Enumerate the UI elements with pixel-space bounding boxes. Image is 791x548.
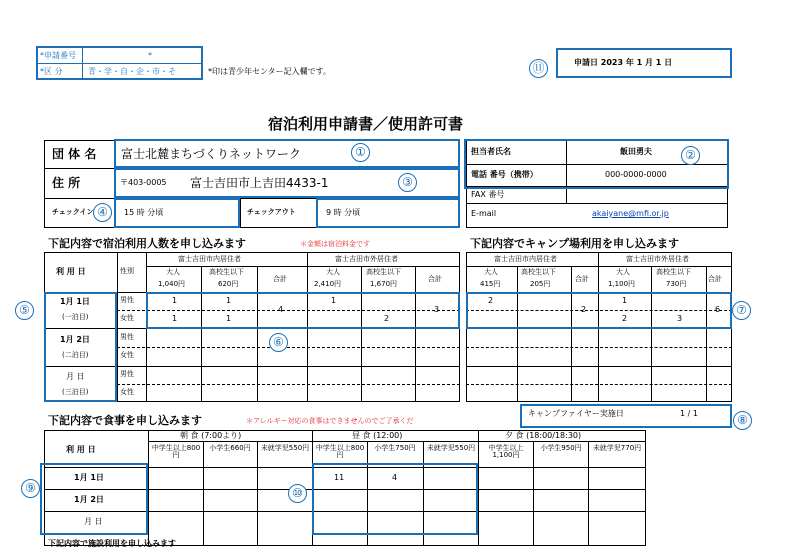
camp-r1-out-total[interactable]: 6 (715, 305, 721, 314)
d-col3: 未就学児770円 (592, 444, 642, 452)
application-date: 申請日 2023 年 1 月 1 日 (574, 58, 673, 67)
marker-4: ④ (93, 203, 112, 222)
marker-8: ⑧ (733, 411, 752, 430)
d-col1: 中学生以上1,100円 (488, 444, 524, 459)
stay-col-date: 利 用 日 (56, 267, 86, 276)
marker-7: ⑦ (732, 301, 751, 320)
stay-r1-m-in-adult[interactable]: 1 (172, 296, 178, 305)
stay-r1-f-in-hs[interactable]: 1 (226, 314, 232, 323)
marker-5: ⑤ (15, 301, 34, 320)
stay-hs-in: 高校生以下 (209, 268, 244, 276)
app-no-label: *申請番号 (40, 51, 76, 60)
stay-total-out: 合計 (428, 275, 442, 283)
stay-row3-date: 月 日 (66, 372, 85, 381)
l-col1: 中学生以上800円 (315, 444, 365, 459)
camp-adult-out-price: 1,100円 (608, 280, 636, 288)
camp-heading: 下記内容でキャンプ場利用を申し込みます (470, 237, 679, 250)
stay-r1-f-out-hs[interactable]: 2 (384, 314, 390, 323)
b-col2: 小学生660円 (209, 444, 251, 452)
checkout-value: 9 時 分頃 (326, 208, 361, 217)
marker-6: ⑥ (269, 333, 288, 352)
person-label: 担当者氏名 (471, 147, 511, 156)
phone-label: 電話 番号（携帯） (471, 170, 538, 179)
male-label-3: 男性 (120, 370, 134, 378)
camp-hs-out-price: 730円 (666, 280, 687, 288)
female-label-3: 女性 (120, 388, 134, 396)
stay-hs-out: 高校生以下 (366, 268, 401, 276)
camp-hs-in-price: 205円 (530, 280, 551, 288)
camp-r1-in-total[interactable]: 2 (581, 305, 587, 314)
address-postal: 〒403-0005 (120, 178, 167, 187)
org-highlight (114, 139, 460, 168)
org-value: 富士北麓まちづくりネットワーク (121, 147, 301, 161)
dinner-header: 夕 食 (18:00/18:30) (505, 431, 582, 440)
stay-r1-m-out-adult[interactable]: 1 (331, 296, 337, 305)
stay-dates-highlight (44, 292, 117, 402)
marker-9: ⑨ (21, 479, 40, 498)
checkin-value: 15 時 分頃 (124, 208, 164, 217)
marker-3: ③ (398, 173, 417, 192)
stay-r1-out-total[interactable]: 3 (434, 305, 440, 314)
camp-hs-out: 高校生以下 (656, 268, 691, 276)
marker-10: ⑩ (288, 484, 307, 503)
stay-row1-highlight (146, 292, 460, 329)
stay-adult-out: 大人 (326, 268, 340, 276)
stay-city-in: 富士吉田市内居住者 (178, 255, 241, 263)
meal-col-date: 利 用 日 (66, 445, 96, 454)
bottom-cut-heading: 下記内容で施設利用を申し込みます (48, 539, 176, 548)
camp-row1-highlight (466, 292, 732, 329)
b-col1: 中学生以上800円 (151, 444, 201, 459)
category-label: *区 分 (40, 67, 63, 76)
stay-adult-in-price: 1,040円 (158, 280, 186, 288)
female-label-1: 女性 (120, 314, 134, 322)
b-col3: 未就学児550円 (260, 444, 310, 452)
note-center-field: *印は青少年センター記入欄です。 (208, 67, 332, 76)
marker-11: ⑪ (529, 59, 548, 78)
category-value: 青・学・自・企・市・そ (88, 67, 176, 76)
camp-adult-out: 大人 (616, 268, 630, 276)
male-label-1: 男性 (120, 296, 134, 304)
meal-heading: 下記内容で食事を申し込みます (48, 414, 202, 427)
campfire-value[interactable]: 1 / 1 (680, 409, 698, 418)
stay-r1-f-in-adult[interactable]: 1 (172, 314, 178, 323)
camp-city-in: 富士吉田市内居住者 (494, 255, 557, 263)
person-value: 飯田勇夫 (620, 147, 652, 156)
camp-hs-in: 高校生以下 (521, 268, 556, 276)
stay-adult-out-price: 2,410円 (314, 280, 342, 288)
lunch-r1-c1[interactable]: 11 (334, 473, 345, 482)
stay-row3-sub: (三泊目) (62, 388, 89, 396)
camp-total-in: 合計 (575, 275, 589, 283)
camp-r1-f-out-hs[interactable]: 3 (677, 314, 683, 323)
email-label: E-mail (471, 209, 497, 218)
stay-row1-sub: (一泊目) (62, 313, 89, 321)
lunch-highlight (312, 463, 478, 535)
male-label-2: 男性 (120, 333, 134, 341)
email-value[interactable]: akaiyane@mfi.or.jp (592, 209, 669, 218)
camp-adult-in-price: 415円 (480, 280, 501, 288)
checkin-highlight (114, 198, 240, 228)
campfire-label: キャンプファイヤー実施日 (528, 409, 624, 418)
org-label: 団 体 名 (52, 147, 97, 161)
stay-total-in: 合計 (273, 275, 287, 283)
stay-row2-sub: (二泊目) (62, 351, 89, 359)
stay-col-sex: 性別 (120, 267, 134, 275)
stay-r1-in-total[interactable]: 4 (278, 305, 284, 314)
stay-hs-out-price: 1,670円 (370, 280, 398, 288)
l-col2: 小学生750円 (374, 444, 416, 452)
stay-row1-date: 1月 1日 (60, 297, 90, 306)
stay-r1-m-in-hs[interactable]: 1 (226, 296, 232, 305)
female-label-2: 女性 (120, 351, 134, 359)
stay-adult-in: 大人 (166, 268, 180, 276)
camp-r1-m-out-adult[interactable]: 1 (622, 296, 628, 305)
page-title: 宿泊利用申請書／使用許可書 (268, 115, 464, 133)
camp-r1-m-in-adult[interactable]: 2 (488, 296, 494, 305)
stay-hs-in-price: 620円 (218, 280, 239, 288)
marker-2: ② (681, 146, 700, 165)
meal-dates-highlight (40, 463, 148, 535)
address-value: 富士吉田市上吉田4433-1 (190, 176, 329, 190)
meal-row1-date: 1月 1日 (74, 473, 104, 482)
camp-r1-f-out-adult[interactable]: 2 (622, 314, 628, 323)
stay-heading: 下記内容で宿泊利用人数を申し込みます (48, 237, 246, 250)
checkout-highlight (316, 198, 460, 228)
phone-value: 000-0000-0000 (605, 170, 667, 179)
meal-row2-date: 1月 2日 (74, 495, 104, 504)
checkout-label: チェックアウト (247, 208, 296, 216)
marker-1: ① (351, 143, 370, 162)
address-label: 住 所 (52, 176, 81, 190)
d-col2: 小学生950円 (540, 444, 582, 452)
stay-note: ＊金額は宿泊料金です (300, 240, 370, 248)
stay-row2-date: 1月 2日 (60, 335, 90, 344)
lunch-header: 昼 食 (12:00) (352, 431, 403, 440)
camp-city-out: 富士吉田市外居住者 (626, 255, 689, 263)
camp-total-out: 合計 (708, 275, 722, 283)
l-col3: 未就学児550円 (426, 444, 476, 452)
checkin-label: チェックイン (52, 208, 94, 216)
app-no-value: * (148, 51, 152, 60)
meal-note: ＊アレルギー対応の食事はできませんのでご了承くだ (246, 417, 414, 425)
stay-city-out: 富士吉田市外居住者 (335, 255, 398, 263)
meal-row3-date: 月 日 (84, 517, 103, 526)
camp-adult-in: 大人 (484, 268, 498, 276)
breakfast-header: 朝 食 (7:00より) (180, 431, 242, 440)
fax-label: FAX 番号 (471, 190, 505, 199)
lunch-r1-c2[interactable]: 4 (392, 473, 398, 482)
